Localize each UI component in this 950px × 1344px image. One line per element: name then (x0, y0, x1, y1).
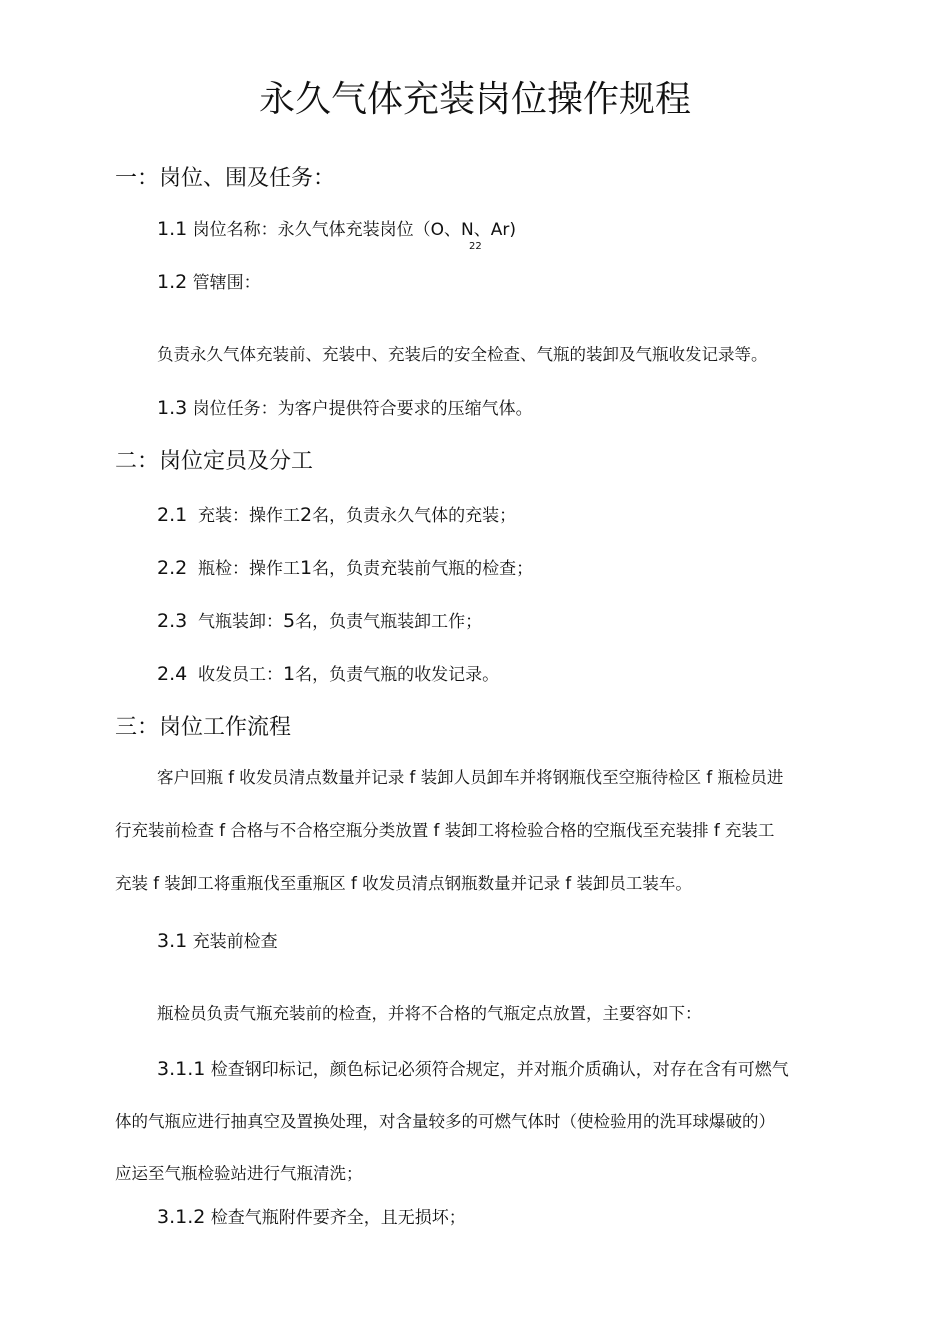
paragraph-3-1: 瓶检员负责气瓶充装前的检查，并将不合格的气瓶定点放置，主要容如下： (157, 1004, 702, 1023)
item-3-1-1-number: 3.1.1 (157, 1058, 206, 1080)
item-3-1-number: 3.1 (157, 930, 188, 952)
item-1-1-number: 1.1 (157, 218, 188, 240)
item-1-2-number: 1.2 (157, 271, 188, 293)
item-3-1-2 (157, 1208, 466, 1227)
item-3-1-1 (157, 1060, 789, 1079)
item-1-1-subscript: 22 (469, 241, 482, 252)
item-3-1 (157, 932, 278, 951)
item-3-1-1-line-2: 体的气瓶应进行抽真空及置换处理，对含量较多的可燃气体时（使检验用的洗耳球爆破的） (115, 1112, 775, 1131)
item-1-2-text: 管辖围： (192, 273, 261, 293)
section-1-heading: 一：岗位、围及任务： (115, 166, 336, 191)
item-2-2-number: 2.2 (157, 557, 188, 579)
item-3-1-1-line-3: 应运至气瓶检验站进行气瓶清洗； (115, 1164, 363, 1183)
item-3-1-1-line-1: 检查钢印标记，颜色标记必须符合规定，并对瓶介质确认，对存在含有可燃气 (210, 1060, 789, 1080)
flow-line-1: 客户回瓶 f 收发员清点数量并记录 f 装卸人员卸车并将钢瓶伐至空瓶待检区 f 瓶检员进 (157, 768, 784, 787)
item-3-1-text: 充装前检查 (192, 932, 278, 952)
item-1-2 (157, 273, 261, 292)
item-1-3-number: 1.3 (157, 397, 188, 419)
flow-line-2: 行充装前检查 f 合格与不合格空瓶分类放置 f 装卸工将检验合格的空瓶伐至充装排 f 充装工 (115, 821, 775, 840)
item-2-3-number: 2.3 (157, 610, 188, 632)
item-2-3 (157, 612, 482, 631)
item-2-1-rest: 名，负责永久气体的充装； (312, 506, 517, 526)
item-2-4-text: 收发员工： (198, 665, 284, 685)
section-3-heading: 三：岗位工作流程 (115, 715, 292, 740)
item-2-2-text: 瓶检：操作工 (198, 559, 301, 579)
item-1-3 (157, 399, 533, 418)
item-2-2-rest: 名，负责充装前气瓶的检查； (312, 559, 534, 579)
item-2-4-rest: 名，负责气瓶的收发记录。 (295, 665, 500, 685)
flow-line-3: 充装 f 装卸工将重瓶伐至重瓶区 f 收发员清点钢瓶数量并记录 f 装卸员工装车。 (115, 874, 692, 893)
item-2-3-text: 气瓶装卸： (198, 612, 284, 632)
item-2-1 (157, 506, 516, 525)
item-2-2-count: 1 (300, 557, 313, 579)
item-1-1-text: 岗位名称：永久气体充装岗位（O、N、Ar) (192, 220, 516, 240)
page-title: 永久气体充装岗位操作规程 (258, 79, 691, 120)
item-2-3-count: 5 (283, 610, 296, 632)
section-2-heading: 二：岗位定员及分工 (115, 449, 314, 474)
item-1-3-text: 岗位任务：为客户提供符合要求的压缩气体。 (192, 399, 533, 419)
item-2-1-number: 2.1 (157, 504, 188, 526)
item-2-4-count: 1 (283, 663, 296, 685)
item-1-1 (157, 220, 516, 239)
item-2-4-number: 2.4 (157, 663, 188, 685)
item-2-2 (157, 559, 533, 578)
item-2-1-count: 2 (300, 504, 313, 526)
paragraph-1-2: 负责永久气体充装前、充装中、充装后的安全检查、气瓶的装卸及气瓶收发记录等。 (157, 345, 768, 364)
item-2-3-rest: 名，负责气瓶装卸工作； (295, 612, 483, 632)
item-3-1-2-text: 检查气瓶附件要齐全，且无损坏； (210, 1208, 466, 1228)
item-2-4 (157, 665, 499, 684)
item-2-1-text: 充装：操作工 (198, 506, 301, 526)
item-3-1-2-number: 3.1.2 (157, 1206, 206, 1228)
